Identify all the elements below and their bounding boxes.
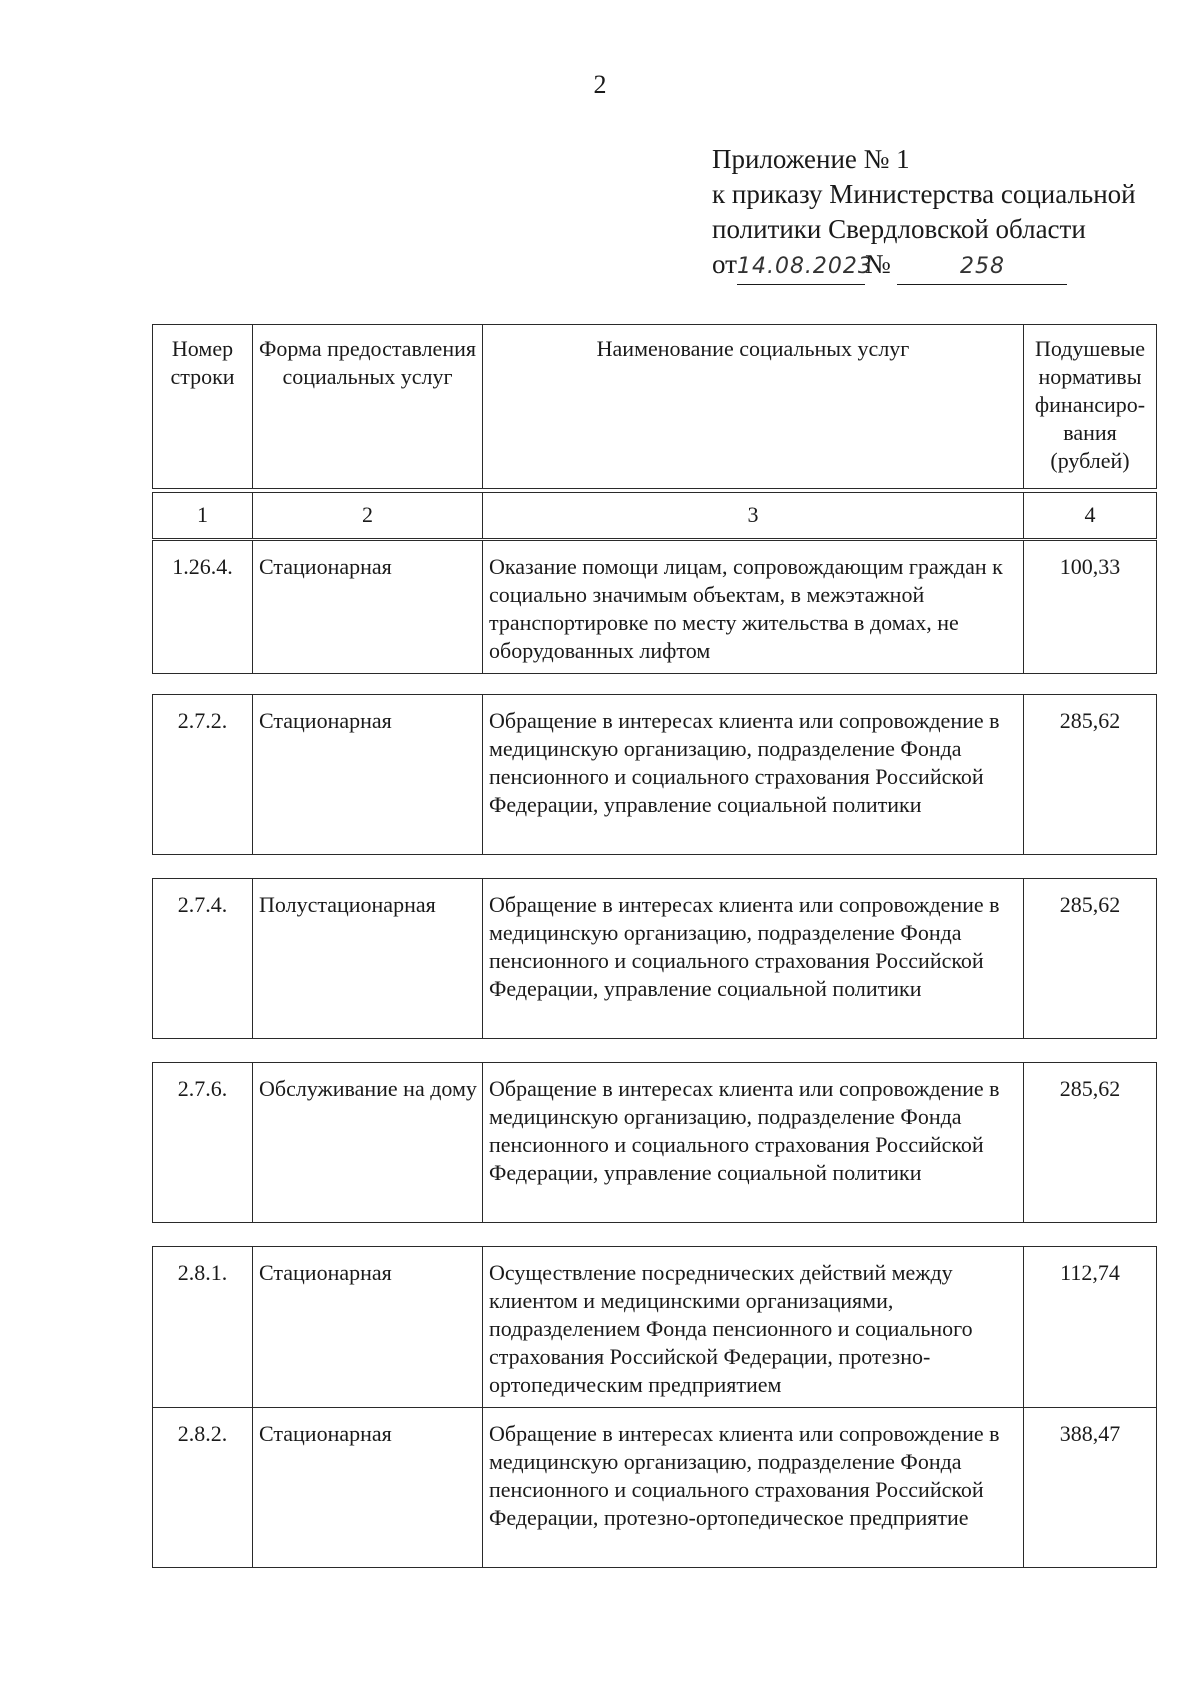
row-service-name: Обращение в интересах клиента или сопровождение в медицинскую организацию, подразделение Фонда пенсионного и социального страхования Российской Федерации, управление социальной политики — [483, 879, 1024, 1039]
table-row — [153, 1063, 1157, 1223]
row-norm: 285,62 — [1024, 695, 1157, 855]
table-row — [153, 695, 1157, 855]
table-header — [152, 324, 1157, 489]
table-row — [153, 541, 1157, 674]
column-number-3: 3 — [483, 493, 1024, 539]
column-number-4: 4 — [1024, 493, 1157, 539]
row-form: Полустационарная — [253, 879, 483, 1039]
table-row — [153, 879, 1157, 1039]
annex-date-line — [712, 247, 1136, 285]
number-prefix: № — [864, 249, 891, 279]
table-row — [153, 1247, 1157, 1408]
table-block-1 — [152, 540, 1157, 674]
row-norm: 388,47 — [1024, 1408, 1157, 1568]
annex-order-line: к приказу Министерства социальной — [712, 179, 1136, 209]
row-number: 2.7.2. — [153, 695, 253, 855]
row-form: Обслуживание на дому — [253, 1063, 483, 1223]
page-number: 2 — [593, 70, 607, 99]
header-row-number: Номер строки — [153, 325, 253, 489]
table-row — [153, 1408, 1157, 1568]
table-column-numbers — [152, 492, 1157, 539]
table-block-5 — [152, 1246, 1157, 1568]
row-form: Стационарная — [253, 541, 483, 674]
header-norm: Подушевые нормативы финансиро-вания (рублей) — [1024, 325, 1157, 489]
row-service-name: Обращение в интересах клиента или сопровождение в медицинскую организацию, подразделение Фонда пенсионного и социального страхования Российской Федерации, протезно-ортопедическое предприятие — [483, 1408, 1024, 1568]
row-number: 1.26.4. — [153, 541, 253, 674]
header-service-name: Наименование социальных услуг — [483, 325, 1024, 489]
row-norm: 285,62 — [1024, 879, 1157, 1039]
row-service-name: Оказание помощи лицам, сопровождающим граждан к социально значимым объектам, в межэтажной транспортировке по месту жительства в домах, не оборудованных лифтом — [483, 541, 1024, 674]
row-norm: 285,62 — [1024, 1063, 1157, 1223]
row-form: Стационарная — [253, 695, 483, 855]
header-form: Форма предоставления социальных услуг — [253, 325, 483, 489]
row-form: Стационарная — [253, 1247, 483, 1408]
column-number-1: 1 — [153, 493, 253, 539]
annex-title: Приложение № 1 — [712, 144, 910, 174]
date-prefix: от — [712, 249, 737, 279]
table-block-3 — [152, 878, 1157, 1039]
order-number-value: 258 — [959, 254, 1005, 279]
row-number: 2.7.4. — [153, 879, 253, 1039]
row-number: 2.8.2. — [153, 1408, 253, 1568]
row-service-name: Обращение в интересах клиента или сопровождение в медицинскую организацию, подразделение Фонда пенсионного и социального страхования Российской Федерации, управление социальной политики — [483, 1063, 1024, 1223]
header-row — [153, 325, 1157, 489]
row-service-name: Осуществление посреднических действий между клиентом и медицинскими организациями, подразделением Фонда пенсионного и социального страхования Российской Федерации, протезно-ортопедическим предприятием — [483, 1247, 1024, 1408]
table-block-2 — [152, 694, 1157, 855]
row-norm: 112,74 — [1024, 1247, 1157, 1408]
order-date — [736, 247, 873, 285]
column-numbers-row — [153, 493, 1157, 539]
row-service-name: Обращение в интересах клиента или сопровождение в медицинскую организацию, подразделение Фонда пенсионного и социального страхования Российской Федерации, управление социальной политики — [483, 695, 1024, 855]
annex-ministry-line: политики Свердловской области — [712, 214, 1086, 244]
order-date-value: 14.08.2023 — [736, 254, 873, 279]
row-form: Стационарная — [253, 1408, 483, 1568]
order-number — [897, 247, 1067, 285]
row-number: 2.7.6. — [153, 1063, 253, 1223]
table-block-4 — [152, 1062, 1157, 1223]
column-number-2: 2 — [253, 493, 483, 539]
row-number: 2.8.1. — [153, 1247, 253, 1408]
annex-block — [712, 142, 1136, 285]
row-norm: 100,33 — [1024, 541, 1157, 674]
